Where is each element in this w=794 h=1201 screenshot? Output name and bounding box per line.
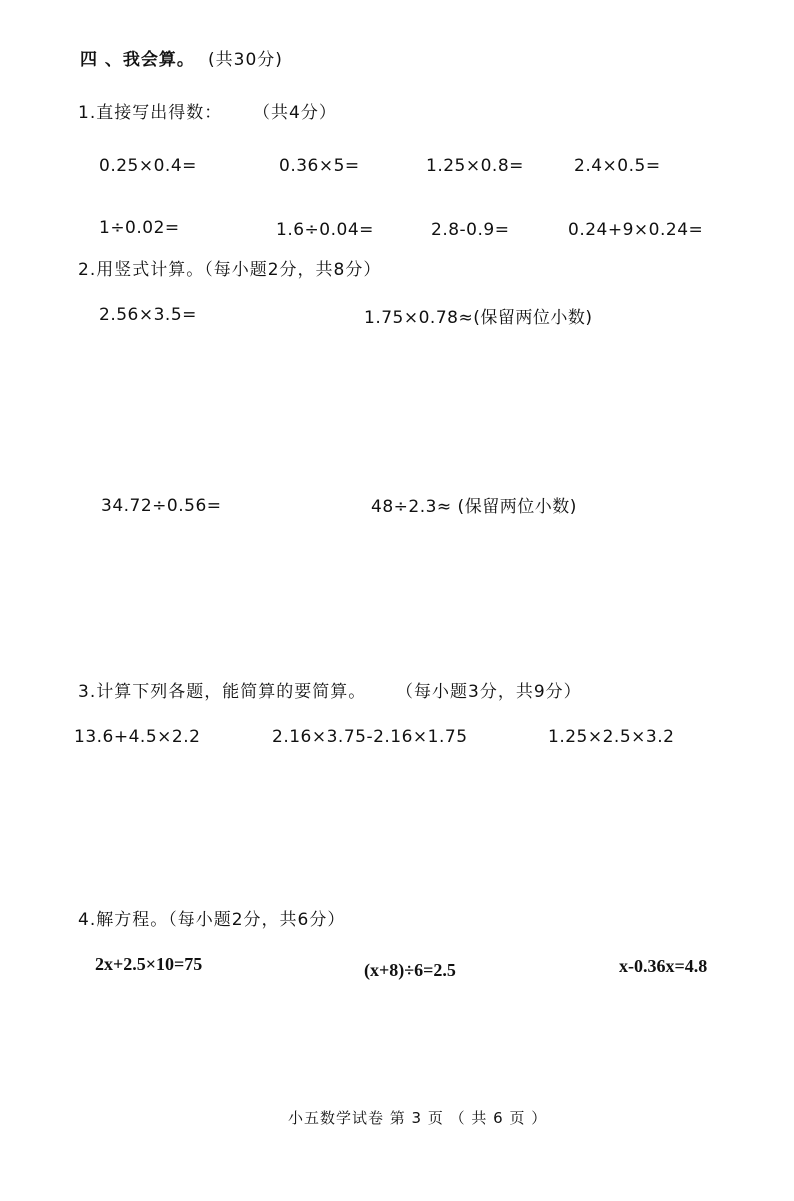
q1-item: 2.4×0.5=	[574, 156, 661, 176]
q3-item: 13.6+4.5×2.2	[74, 727, 201, 747]
q1-item: 0.24+9×0.24=	[568, 220, 704, 240]
q3-item: 2.16×3.75-2.16×1.75	[272, 727, 468, 747]
q1-item: 2.8-0.9=	[431, 220, 510, 240]
q1-item: 1.25×0.8=	[426, 156, 524, 176]
q1-item: 0.36×5=	[279, 156, 360, 176]
q2-item: 1.75×0.78≈(保留两位小数)	[364, 308, 593, 328]
q2-item: 34.72÷0.56=	[101, 496, 222, 516]
q4-equation: 2x+2.5×10=75	[95, 954, 203, 974]
q3-title: 3.计算下列各题，能简算的要简算。	[78, 682, 367, 702]
q1-item: 1÷0.02=	[99, 218, 180, 238]
q2-item: 48÷2.3≈ (保留两位小数)	[371, 497, 577, 517]
q1-title: 1.直接写出得数：	[78, 103, 223, 123]
q4-title: 4.解方程。（每小题2分，共6分）	[78, 910, 346, 930]
q4-equation: x-0.36x=4.8	[619, 956, 708, 976]
q2-item: 2.56×3.5=	[99, 305, 197, 325]
q1-points: （共4分）	[253, 103, 337, 123]
q1-item: 1.6÷0.04=	[276, 220, 374, 240]
q4-equation: (x+8)÷6=2.5	[364, 960, 456, 980]
q1-item: 0.25×0.4=	[99, 156, 197, 176]
page-footer: 小五数学试卷 第 3 页 （ 共 6 页 ）	[288, 1109, 548, 1127]
q3-points: （每小题3分，共9分）	[396, 682, 582, 702]
section-points: (共30分)	[208, 50, 283, 70]
q3-item: 1.25×2.5×3.2	[548, 727, 675, 747]
section-title: 四 、我会算。	[80, 50, 195, 70]
q2-title: 2.用竖式计算。（每小题2分，共8分）	[78, 260, 382, 280]
